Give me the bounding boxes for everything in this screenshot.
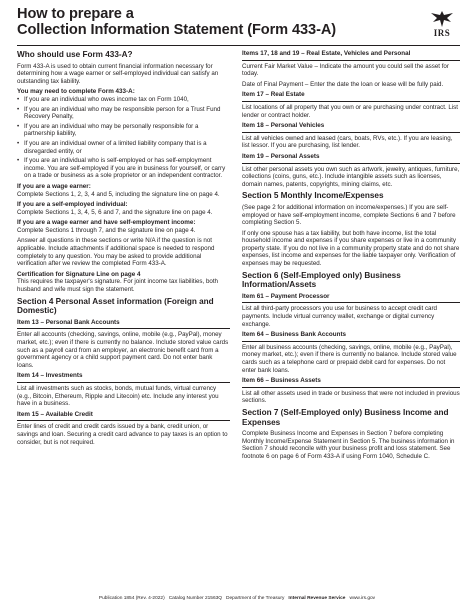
item14-text: List all investments such as stocks, bonds, mutual funds, virtual currency (e.g., Bitcoin, Ethereum, Ripple and Litecoin) etc. Include any interest you have in a business. — [17, 384, 219, 408]
wage-heading: If you are a wage earner: — [17, 182, 91, 190]
irs-logo-text: IRS — [433, 28, 451, 38]
divider — [17, 382, 230, 383]
divider — [242, 60, 460, 61]
who-heading: Who should use Form 433-A? — [17, 50, 133, 59]
page-footer — [0, 596, 474, 601]
list-item: • If you are an individual who may be personally responsible for a partnership liability, — [17, 123, 230, 138]
answer-text: Answer all questions in these sections or write N/A if the question is not applicable. Include attachments if additional space is needed to respond completely to any question. You may be asked to provide additional verification after we review the completed Form 433-A. — [17, 237, 215, 268]
list-item: • If you are an individual who may be responsible person for a Trust Fund Recovery Penalty, — [17, 106, 230, 121]
footer-url[interactable]: www.irs.gov — [349, 596, 376, 601]
section5-heading: Section 5 Monthly Income/Expenses — [242, 191, 384, 201]
items17-19-heading: Items 17, 18 and 19 – Real Estate, Vehicles and Personal — [242, 50, 411, 57]
both-heading: If you are a wage earner and have self-employment income: — [17, 219, 196, 227]
right-column — [242, 50, 460, 464]
may-need-heading: You may need to complete Form 433-A: — [17, 88, 135, 96]
certification-text: This requires the taxpayer's signature. For joint income tax liabilities, both husband and wife must sign the statement. — [17, 278, 218, 294]
item17-heading: Item 17 – Real Estate — [242, 91, 305, 99]
footer-dept: Department of the Treasury — [226, 596, 285, 601]
items17-19-text-2: Date of Final Payment – Enter the date the loan or lease will be fully paid. — [242, 80, 444, 88]
item14-heading: Item 14 – Investments — [17, 372, 83, 380]
footer-irs: Internal Revenue Service — [288, 596, 346, 601]
divider — [17, 420, 230, 421]
item19-heading: Item 19 – Personal Assets — [242, 152, 320, 160]
self-employed-text: Complete Sections 1, 3, 4, 5, 6 and 7, and the signature line on page 4. — [17, 208, 213, 216]
may-need-list — [17, 96, 230, 180]
list-item: • If you are an individual who is self-employed or has self-employment income. You are self-employed if you are in business for yourself, or carry on a trade or business as a sole proprietor or an independent contractor. — [17, 157, 230, 180]
section4-heading: Section 4 Personal Asset information (Foreign and Domestic) — [17, 296, 214, 316]
divider — [242, 302, 460, 303]
both-text: Complete Sections 1 through 7, and the signature line on page 4. — [17, 226, 196, 234]
left-column — [17, 50, 230, 449]
title-line-2: Collection Information Statement (Form 433-A) — [17, 22, 337, 38]
divider — [242, 132, 460, 133]
item13-text: Enter all accounts (checking, savings, online, mobile (e.g., PayPal), money market, etc.); even if there is currently no balance. Include stored value cards such as a payroll card from an employer, an electronic benefit card from a government agency or a child support payment card. Do not enter bank loans. — [17, 331, 229, 369]
list-item: • If you are an individual who owes income tax on Form 1040, — [17, 96, 230, 104]
irs-logo — [424, 10, 460, 38]
self-employed-heading: If you are a self-employed individual: — [17, 201, 128, 209]
eagle-icon — [429, 10, 455, 28]
who-text: Form 433-A is used to obtain current financial information necessary for determining how a wage earner or self-employed individual can satisfy an outstanding tax liability. — [17, 62, 219, 85]
wage-text: Complete Sections 1, 2, 3, 4 and 5, including the signature line on page 4. — [17, 190, 220, 198]
item15-heading: Item 15 – Available Credit — [17, 410, 93, 418]
item61-text: List all third-party processors you use for business to accept credit card payments. Include virtual currency wallet, exchange or digital currency exchange. — [242, 305, 437, 328]
item18-heading: Item 18 – Personal Vehicles — [242, 122, 325, 130]
item19-text: List other personal assets you own such as artwork, jewelry, antiques, furniture, collections (coins, guns, etc.). Include intangible assets such as licenses, domain names, patents, copyrights, mining claims, etc. — [242, 165, 460, 188]
divider — [242, 163, 460, 164]
section5-text-1: (See page 2 for additional information on income/expenses.) If you are self-employed or have self-employment income, complete Sections 6 and 7 before completing Section 5. — [242, 203, 456, 227]
section7-text: Complete Business Income and Expenses in Section 7 before completing Monthly Income/Expense Statement in Section 5. The business information in Section 7 should reconcile with your business profit and loss statement. See footnote 6 on page 6 of Form 433-A if using Form 1040, Schedule C. — [242, 430, 455, 460]
page-title — [17, 6, 336, 38]
item66-text: List all other assets used in trade or business that were not included in previous sections. — [242, 389, 460, 405]
divider — [17, 328, 230, 329]
item64-heading: Item 64 – Business Bank Accounts — [242, 331, 347, 339]
title-line-1: How to prepare a — [17, 6, 134, 22]
divider — [242, 101, 460, 102]
footer-catalog: Catalog Number 21563Q — [168, 596, 223, 601]
section7-heading: Section 7 (Self-Employed only) Business Income and Expenses — [242, 407, 449, 427]
item61-heading: Item 61 – Payment Processor — [242, 292, 330, 300]
certification-heading: Certification for Signature Line on page 4 — [17, 270, 141, 278]
section6-heading: Section 6 (Self-Employed only) Business Information/Assets — [242, 270, 401, 290]
item17-text: List locations of all property that you own or are purchasing under contract. List lender or contract holder. — [242, 103, 458, 119]
title-rule — [17, 45, 460, 46]
divider — [242, 387, 460, 388]
item64-text: Enter all business accounts (checking, savings, online, mobile (e.g., PayPal), money market, etc.); even if there is currently no balance. Include stored value cards such as a telephone card or prepaid debit card for expenses. Do not enter bank loans. — [242, 343, 457, 374]
item15-text: Enter lines of credit and credit cards issued by a bank, credit union, or savings and loan. Securing a credit card advance to pay taxes is an option to consider, but is not required. — [17, 423, 228, 446]
item66-heading: Item 66 – Business Assets — [242, 377, 321, 385]
divider — [242, 341, 460, 342]
section5-text-2: If only one spouse has a tax liability, but both have income, list the total household income and expenses if you share expenses or live in a community property state. If you do not live in a community property state and do not share expenses, list income and expenses for the liable taxpayer only. Verification of expenses may be requested. — [242, 229, 460, 268]
item13-heading: Item 13 – Personal Bank Accounts — [17, 318, 120, 326]
list-item: • If you are an individual owner of a limited liability company that is a disregarded entity, or — [17, 140, 230, 155]
items17-19-text-1: Current Fair Market Value – Indicate the amount you could sell the asset for today. — [242, 62, 449, 78]
item18-text: List all vehicles owned and leased (cars, boats, RVs, etc.). If you are leasing, list lessor. If you are purchasing, list lender. — [242, 134, 453, 150]
footer-publication: Publication 1854 (Rev. 4-2022) — [98, 596, 165, 601]
